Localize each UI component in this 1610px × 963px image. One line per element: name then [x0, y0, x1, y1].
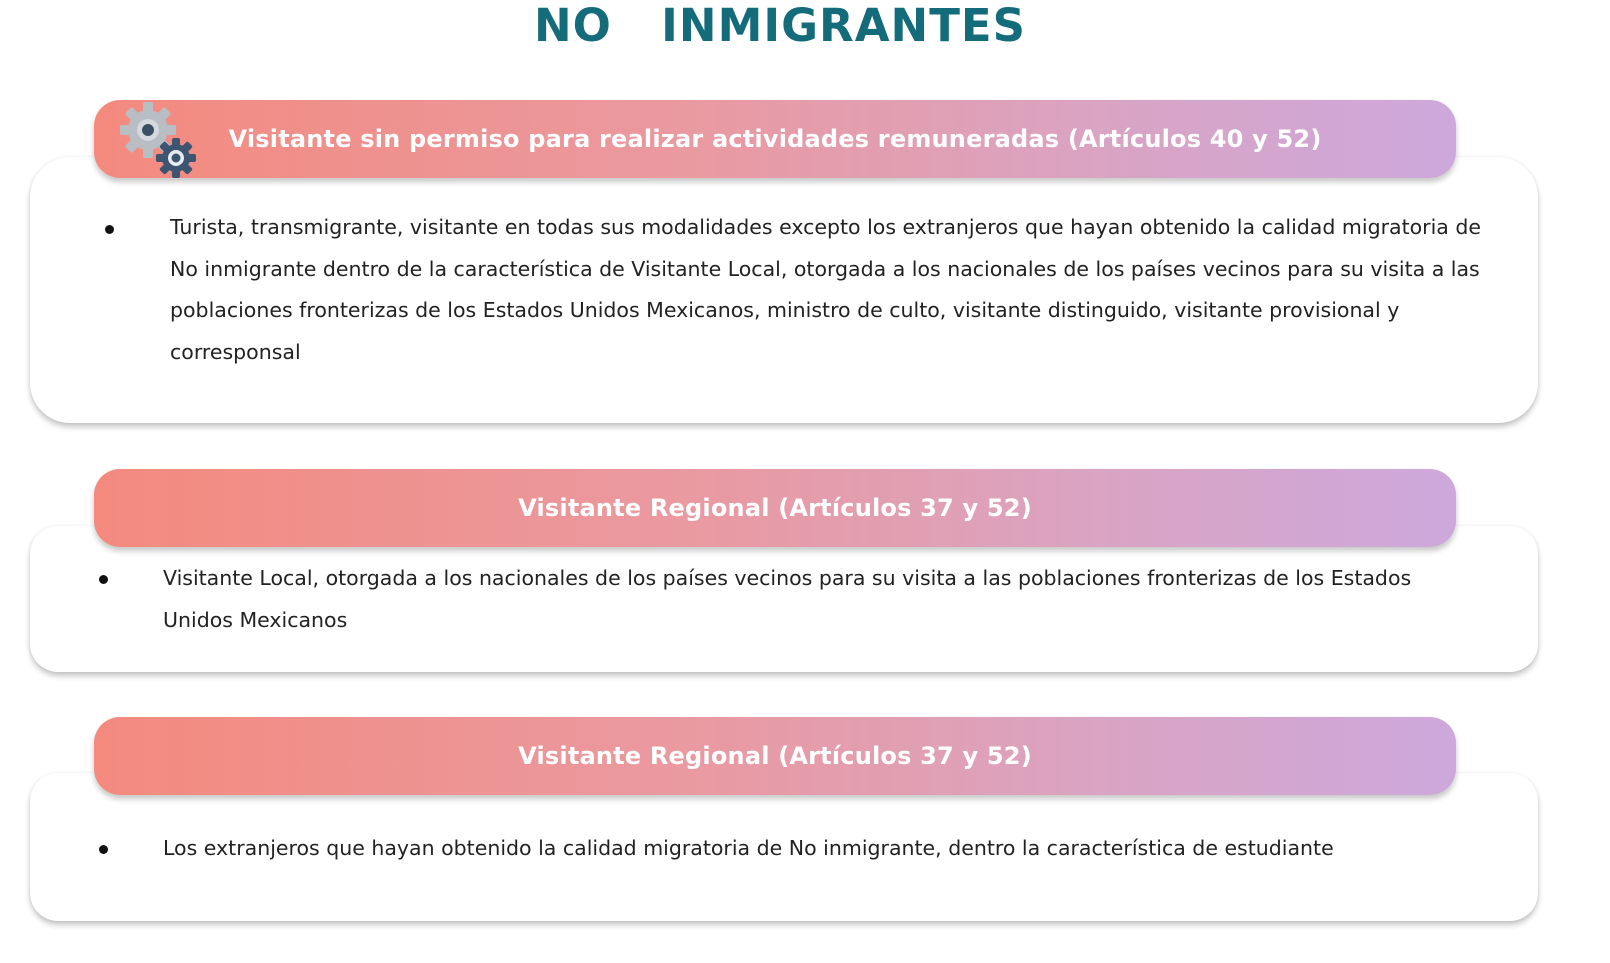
section-header-label: Visitante Regional (Artículos 37 y 52): [518, 494, 1032, 522]
section-header-1: [94, 100, 1456, 178]
bullet-dot: [99, 575, 108, 584]
bullet-dot: [99, 845, 108, 854]
section-header-3: [94, 717, 1456, 795]
section-header-label: Visitante Regional (Artículos 37 y 52): [518, 742, 1032, 770]
section-1-bullet-text: Turista, transmigrante, visitante en todas sus modalidades excepto los extranjeros que hayan obtenido la calidad migratoria de No inmigrante dentro de la característica de Visitante Local, otorgada a los nacionales de los países vecinos para su visita a las poblaciones fronterizas de los Estados Unidos Mexicanos, ministro de culto, visitante distinguido, visitante provisional y corresponsal: [170, 215, 1481, 364]
section-header-2: [94, 469, 1456, 547]
section-header-label: Visitante sin permiso para realizar actividades remuneradas (Artículos 40 y 52): [228, 125, 1322, 153]
bullet-dot: [105, 225, 114, 234]
section-2-bullet-text: Visitante Local, otorgada a los nacionales de los países vecinos para su visita a las poblaciones fronterizas de los Estados Unidos Mexicanos: [163, 566, 1412, 632]
gears-icon: [114, 98, 200, 180]
section-3-bullet-text: Los extranjeros que hayan obtenido la calidad migratoria de No inmigrante, dentro la característica de estudiante: [163, 836, 1334, 860]
page-title: NO INMIGRANTES: [533, 0, 1027, 52]
